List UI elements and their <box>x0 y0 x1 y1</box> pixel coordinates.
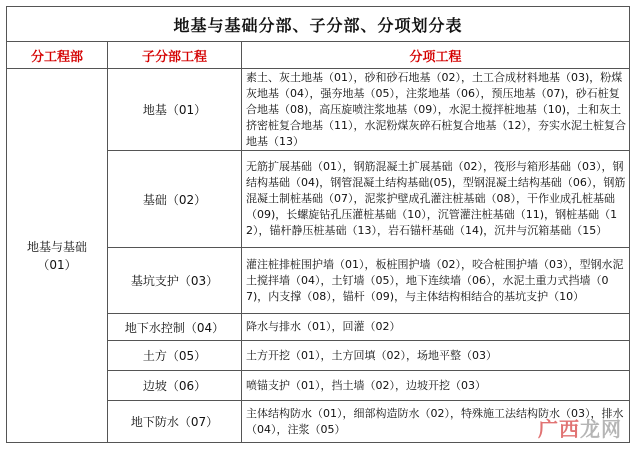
division-code: （01） <box>37 257 77 272</box>
items-cell: 无筋扩展基础（01），钢筋混凝土扩展基础（02），筏形与箱形基础（03），钢结构基础（04)，钢管混凝土结构基础(05)，型钢混凝土结构基础（06），钢筋混凝土制桩基础（07），泥浆护壁成孔灌注桩基础（08），干作业成孔桩基础（09)，长螺旋钻孔压灌桩基础（10），沉管灌注桩基础（11)，钢桩基础（12），锚杆静压桩基础（13），岩石锚杆基础（14)，沉井与沉箱基础（15） <box>242 151 630 248</box>
division-table-document <box>6 6 634 450</box>
division-name: 地基与基础 <box>26 239 87 254</box>
items-cell: 素土、灰土地基（01），砂和砂石地基（02），土工合成材料地基（03)，粉煤灰地基（04），强夯地基（05），注浆地基（06），预压地基（07)，砂石桩复合地基（08)，高压旋喷注浆地基（09），水泥土搅拌桩地基（10)，土和灰土挤密桩复合地基（11），水泥粉煤灰碎石桩复合地基（12），夯实水泥土桩复合地基（13） <box>242 69 630 151</box>
division-table <box>6 6 630 443</box>
items-cell: 灌注桩排桩围护墙（01），板桩围护墙（02），咬合桩围护墙（03），型钢水泥土搅拌墙（04），土钉墙（05），地下连续墙（06），水泥土重力式挡墙（07)，内支撑（08），锚杆（09)，与主体结构相结合的基坑支护（10） <box>242 248 630 314</box>
header-division: 分工程部 <box>7 42 108 69</box>
table-row <box>7 69 630 151</box>
sub-division-cell: 基坑支护（03） <box>108 248 242 314</box>
sub-division-cell: 地下防水（07） <box>108 401 242 443</box>
header-sub-division: 子分部工程 <box>108 42 242 69</box>
items-cell: 喷锚支护（01），挡土墙（02），边坡开挖（03） <box>242 371 630 401</box>
items-cell: 主体结构防水（01），细部构造防水（02），特殊施工法结构防水（03），排水（04），注浆（05） <box>242 401 630 443</box>
site-watermark <box>538 413 622 442</box>
header-items: 分项工程 <box>242 42 630 69</box>
items-cell: 降水与排水（01），回灌（02） <box>242 314 630 341</box>
table-title: 地基与基础分部、子分部、分项划分表 <box>7 7 630 42</box>
sub-division-cell: 基础（02） <box>108 151 242 248</box>
sub-division-cell: 地基（01） <box>108 69 242 151</box>
items-cell: 土方开挖（01），土方回填（02），场地平整（03） <box>242 341 630 371</box>
watermark-part2: 龙网 <box>580 417 622 441</box>
sub-division-cell: 土方（05） <box>108 341 242 371</box>
watermark-part1: 广西 <box>538 417 580 441</box>
division-cell <box>7 69 108 443</box>
sub-division-cell: 地下水控制（04） <box>108 314 242 341</box>
sub-division-cell: 边坡（06） <box>108 371 242 401</box>
